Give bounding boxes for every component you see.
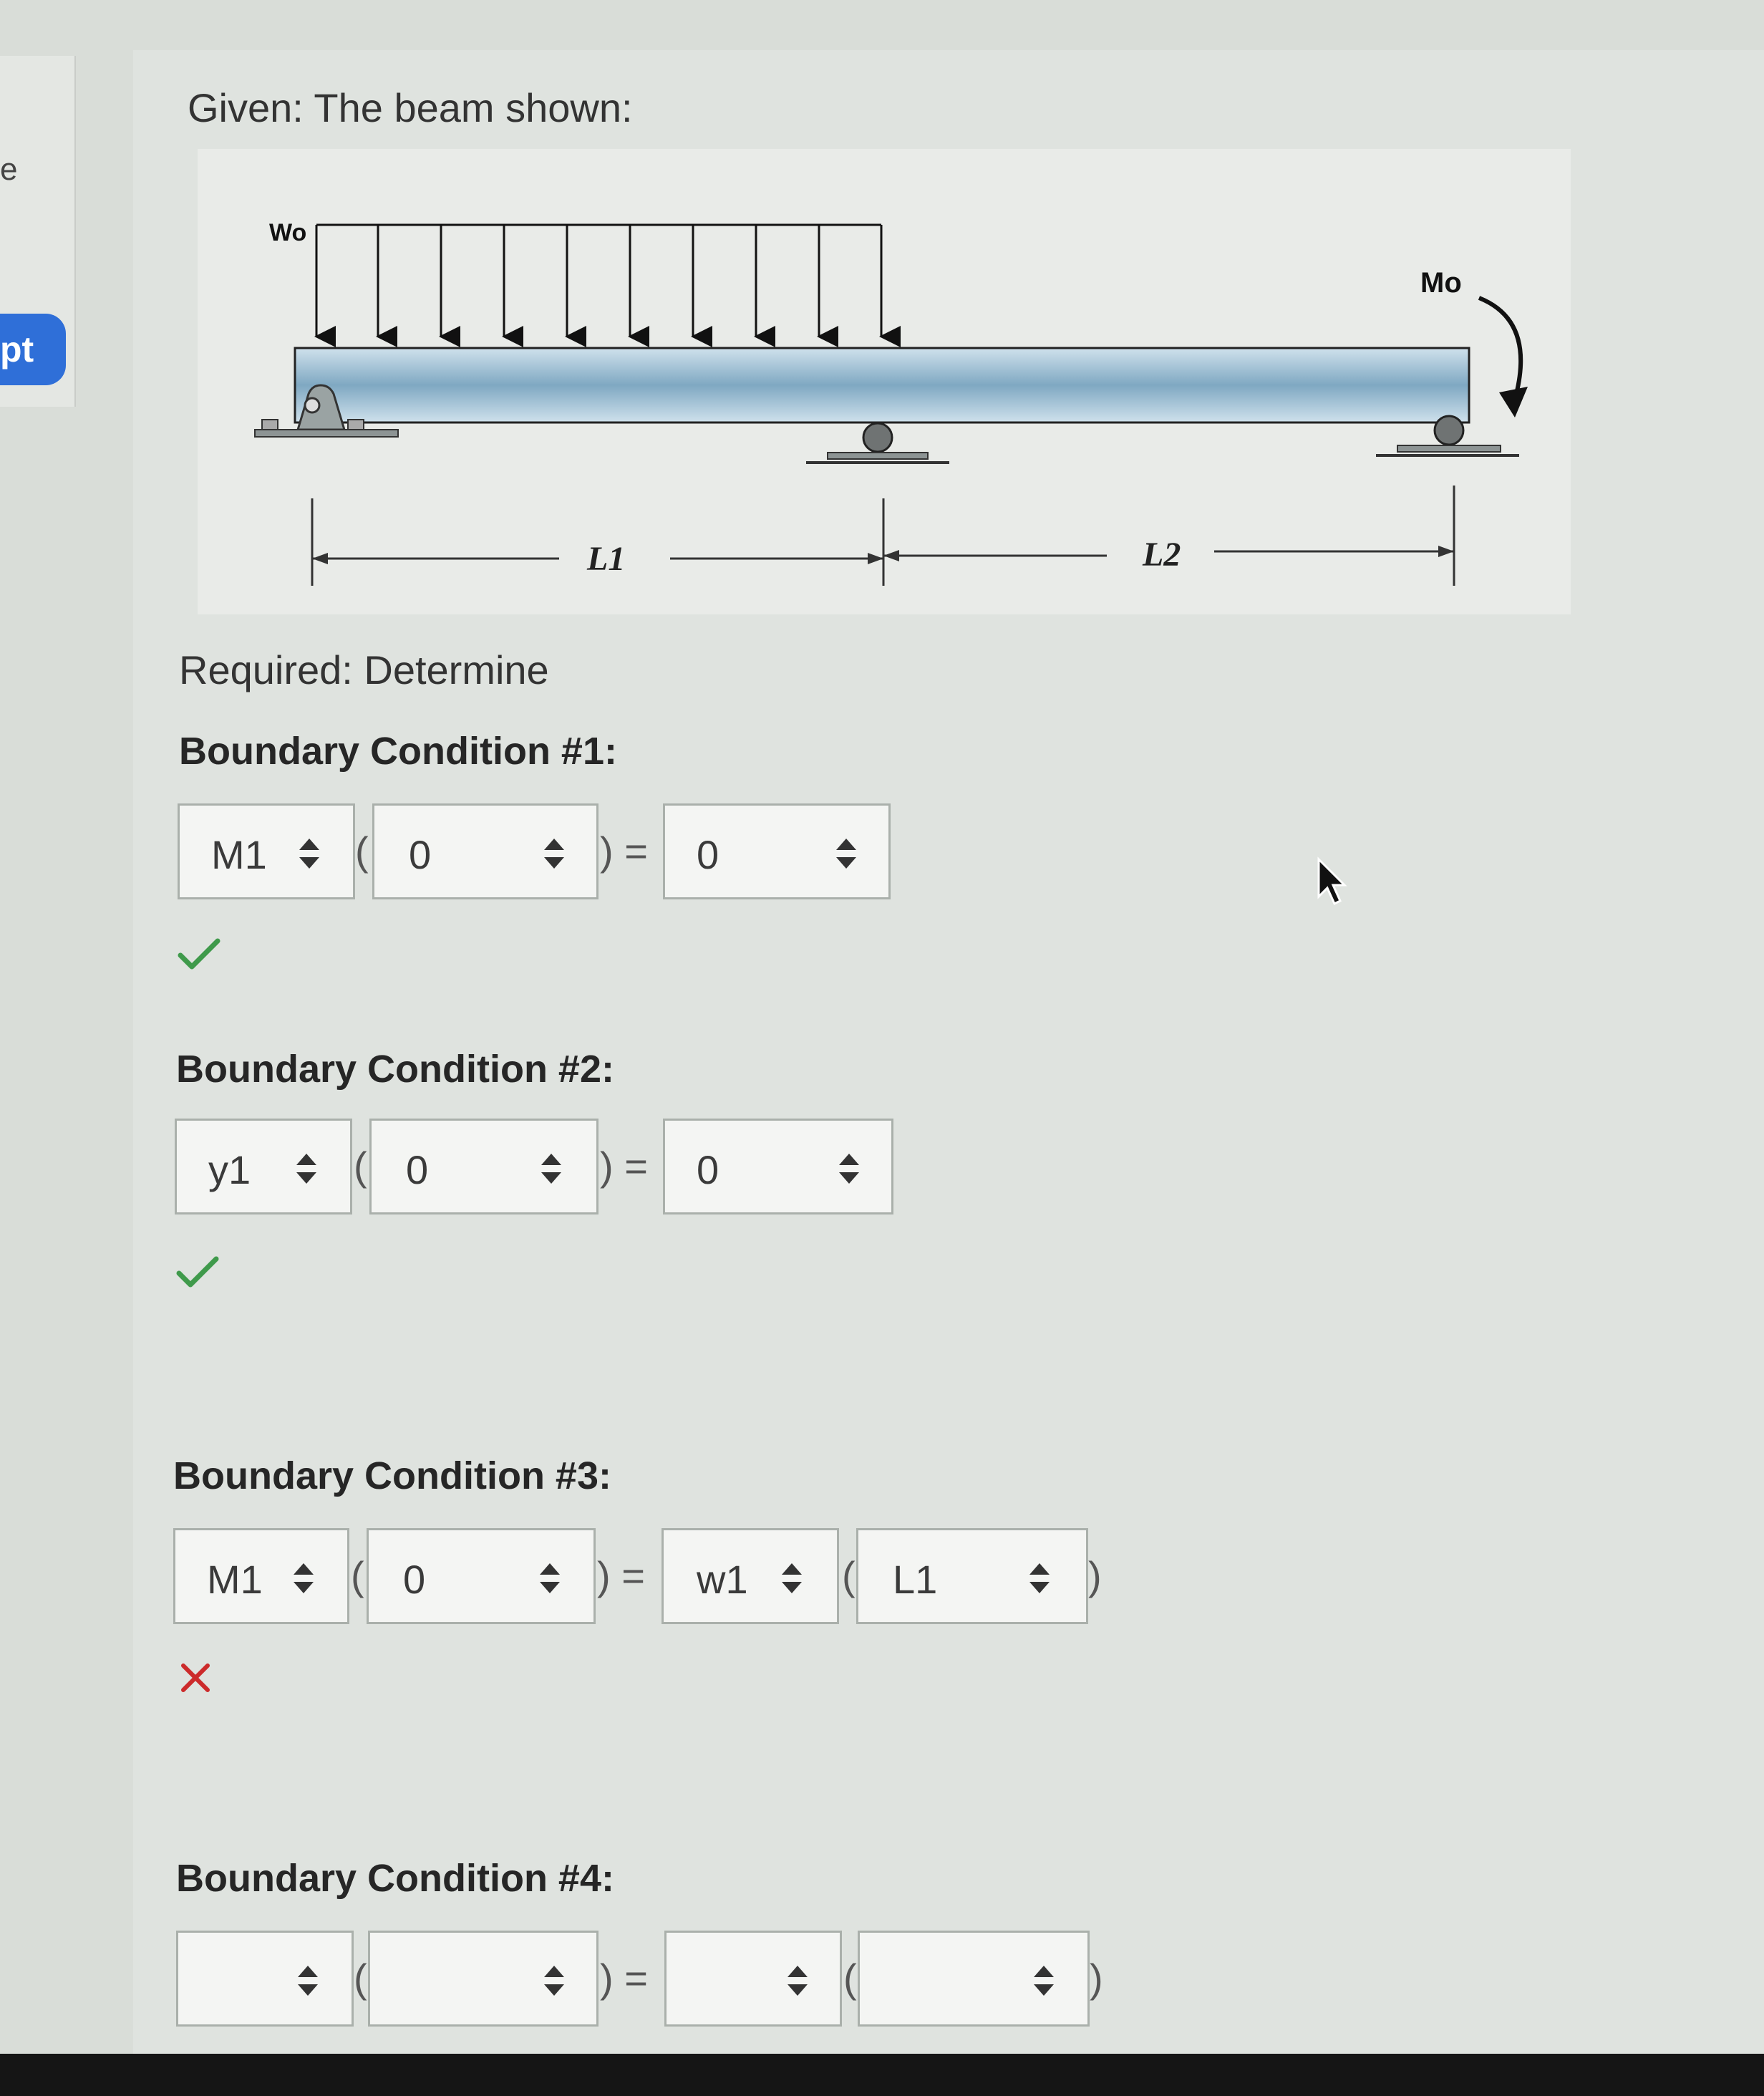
bc3-rhs-select[interactable]: [662, 1528, 839, 1624]
bc1-rhs-value: 0: [697, 832, 719, 877]
bc4-rhs-argument-select[interactable]: [858, 1931, 1090, 2027]
mouse-cursor-icon: [1316, 856, 1352, 907]
bc4-label: Boundary Condition #4:: [176, 1857, 614, 1900]
updown-arrows-icon: [297, 836, 321, 871]
close-paren-equals: ) =: [600, 829, 648, 874]
updown-arrows-icon: [538, 1560, 562, 1596]
bc3-cross-icon: [178, 1660, 213, 1696]
updown-arrows-icon: [1027, 1560, 1052, 1596]
bc3-rhs-value: w1: [697, 1557, 748, 1602]
updown-arrows-icon: [291, 1560, 316, 1596]
bc4-argument-select[interactable]: [368, 1931, 598, 2027]
close-paren-equals: ) =: [600, 1956, 648, 2001]
required-text: Required: Determine: [179, 647, 549, 692]
bc2-check-icon: [175, 1255, 220, 1289]
bc3-function-select[interactable]: [173, 1528, 349, 1624]
open-paren: (: [842, 1553, 856, 1598]
updown-arrows-icon: [294, 1151, 319, 1187]
updown-arrows-icon: [542, 836, 566, 871]
bc2-function-value: y1: [208, 1147, 251, 1192]
bc3-function-value: M1: [207, 1557, 263, 1602]
bc3-row: [0, 1528, 1764, 1628]
bc2-row: [0, 1119, 1764, 1219]
bc2-rhs-value: 0: [697, 1147, 719, 1192]
moment-label: Mo: [1420, 267, 1462, 299]
open-paren: (: [354, 1956, 367, 2001]
bc3-argument-select[interactable]: [367, 1528, 596, 1624]
bc1-function-select[interactable]: [178, 803, 355, 899]
bc2-label: Boundary Condition #2:: [176, 1048, 614, 1091]
updown-arrows-icon: [785, 1963, 810, 1999]
bc1-function-value: M1: [211, 832, 267, 877]
sidebar-badge[interactable]: pt: [0, 314, 66, 385]
bc2-argument-select[interactable]: [369, 1119, 598, 1214]
close-paren-equals: ) =: [600, 1144, 648, 1189]
distributed-load: [316, 225, 881, 337]
bc2-function-select[interactable]: [175, 1119, 352, 1214]
open-paren: (: [351, 1553, 364, 1598]
bc3-rhs-argument-select[interactable]: [856, 1528, 1088, 1624]
bc4-function-select[interactable]: [176, 1931, 354, 2027]
updown-arrows-icon: [780, 1560, 804, 1596]
bc1-label: Boundary Condition #1:: [179, 730, 617, 773]
close-paren-equals: ) =: [597, 1553, 645, 1598]
bc2-rhs-select[interactable]: [663, 1119, 893, 1214]
bc3-rhs-argument-value: L1: [893, 1557, 938, 1602]
bc2-argument-value: 0: [406, 1147, 429, 1192]
given-text: Given: The beam shown:: [188, 85, 633, 130]
updown-arrows-icon: [1032, 1963, 1056, 1999]
updown-arrows-icon: [296, 1963, 320, 1999]
span2-label: L2: [1143, 536, 1181, 574]
bc3-argument-value: 0: [403, 1557, 426, 1602]
applied-moment: [1479, 298, 1528, 417]
bc1-check-icon: [176, 937, 222, 971]
open-paren: (: [354, 1144, 367, 1189]
beam-figure: [198, 149, 1571, 614]
open-paren: (: [355, 829, 369, 874]
bc4-rhs-select[interactable]: [664, 1931, 842, 2027]
bc1-argument-value: 0: [409, 832, 432, 877]
sidebar-fragment-text: e: [0, 152, 18, 187]
updown-arrows-icon: [542, 1963, 566, 1999]
load-label: Wo: [269, 219, 307, 246]
span1-label: L1: [587, 540, 626, 578]
bc1-argument-select[interactable]: [372, 803, 598, 899]
screen-bottom-bezel: [0, 2054, 1764, 2096]
close-paren: ): [1090, 1956, 1103, 2001]
bc1-row: [0, 803, 1764, 904]
open-paren: (: [843, 1956, 857, 2001]
close-paren: ): [1088, 1553, 1102, 1598]
bc4-row: [0, 1931, 1764, 2031]
updown-arrows-icon: [539, 1151, 563, 1187]
roller-support-middle: [806, 423, 949, 463]
dimension-lines: [312, 486, 1454, 586]
bc1-rhs-select[interactable]: [663, 803, 891, 899]
updown-arrows-icon: [837, 1151, 861, 1187]
bc3-label: Boundary Condition #3:: [173, 1454, 611, 1497]
updown-arrows-icon: [834, 836, 858, 871]
beam: [295, 348, 1469, 422]
